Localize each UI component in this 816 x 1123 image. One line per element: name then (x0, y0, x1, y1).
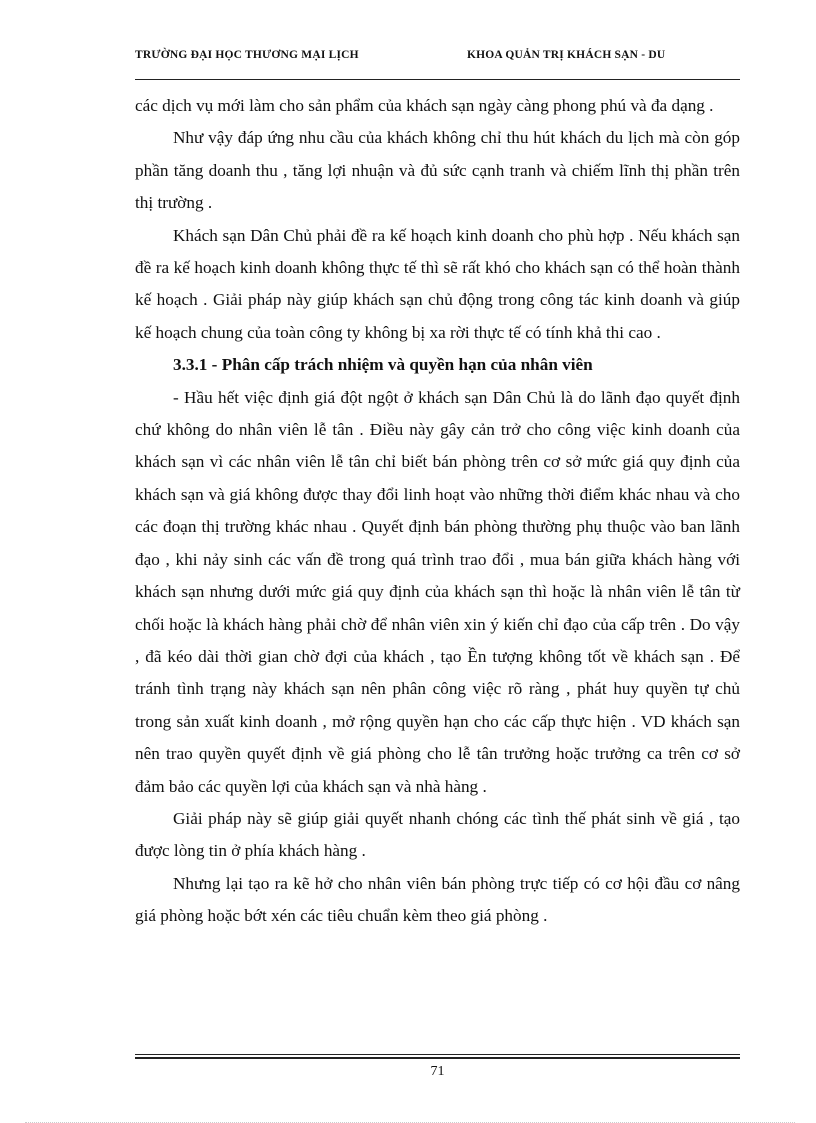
page-body (135, 90, 740, 933)
paragraph: Giải pháp này sẽ giúp giải quyết nhanh chóng các tình thế phát sinh về giá , tạo được lòng tin ở phía khách hàng . (135, 808, 740, 861)
page-header (135, 48, 740, 80)
footer-rule (135, 1054, 740, 1055)
paragraph: Như vậy đáp ứng nhu cầu của khách không chỉ thu hút khách du lịch mà còn góp phần tăng doanh thu , tăng lợi nhuận và đủ sức cạnh tranh và chiếm lĩnh thị phần trên thị trường . (135, 128, 740, 213)
footer-rule-thick (135, 1057, 740, 1059)
paragraph-continuation: các dịch vụ mới làm cho sản phẩm của khách sạn ngày càng phong phú và đa dạng . (135, 96, 714, 115)
paragraph: - Hầu hết việc định giá đột ngột ở khách sạn Dân Chủ là do lãnh đạo quyết định chứ không do nhân viên lễ tân . Điều này gây cản trở cho công việc kinh doanh của khách sạn vì các nhân viên lễ tân chỉ biết bán phòng trên cơ sở mức giá quy định của khách sạn và giá không được thay đổi linh hoạt vào những thời điểm khác nhau và cho các đoạn thị trường khác nhau . Quyết định bán phòng thường phụ thuộc vào ban lãnh đạo , khi nảy sinh các vấn đề trong quá trình trao đổi , mua bán giữa khách hàng với khách sạn nhưng dưới mức giá quy định của khách sạn thì hoặc là nhân viên lễ tân từ chối hoặc là khách hàng phải chờ để nhân viên xin ý kiến chỉ đạo của cấp trên . Do vậy , đã kéo dài thời gian chờ đợi của khách , tạo Ền tượng không tốt về khách sạn . Để tránh tình trạng này khách sạn nên phân công việc rõ ràng , phát huy quyền tự chủ trong sản xuất kinh doanh , mở rộng quyền hạn cho các cấp thực hiện . VD khách sạn nên trao quyền quyết định về giá phòng cho lễ tân trưởng hoặc trưởng ca trên cơ sở đảm bảo các quyền lợi của khách sạn và nhà hàng . (135, 387, 740, 796)
header-faculty: KHOA QUẢN TRỊ KHÁCH SẠN - DU (467, 49, 666, 61)
header-university: TRƯỜNG ĐẠI HỌC THƯƠNG MẠI LỊCH (135, 49, 359, 61)
page-number: 71 (430, 1064, 445, 1079)
paragraph: Khách sạn Dân Chủ phải đề ra kế hoạch kinh doanh cho phù hợp . Nếu khách sạn đề ra kế hoạch kinh doanh không thực tế thì sẽ rất khó cho khách sạn có thể hoàn thành kế hoạch . Giải pháp này giúp khách sạn chủ động trong công tác kinh doanh và giúp kế hoạch chung của toàn công ty không bị xa rời thực tế có tính khả thi cao . (135, 225, 740, 342)
section-heading: 3.3.1 - Phân cấp trách nhiệm và quyền hạn của nhân viên (173, 355, 593, 375)
header-rule (135, 79, 740, 80)
paragraph: Nhưng lại tạo ra kẽ hở cho nhân viên bán phòng trực tiếp có cơ hội đầu cơ nâng giá phòng hoặc bớt xén các tiêu chuẩn kèm theo giá phòng . (135, 873, 740, 926)
